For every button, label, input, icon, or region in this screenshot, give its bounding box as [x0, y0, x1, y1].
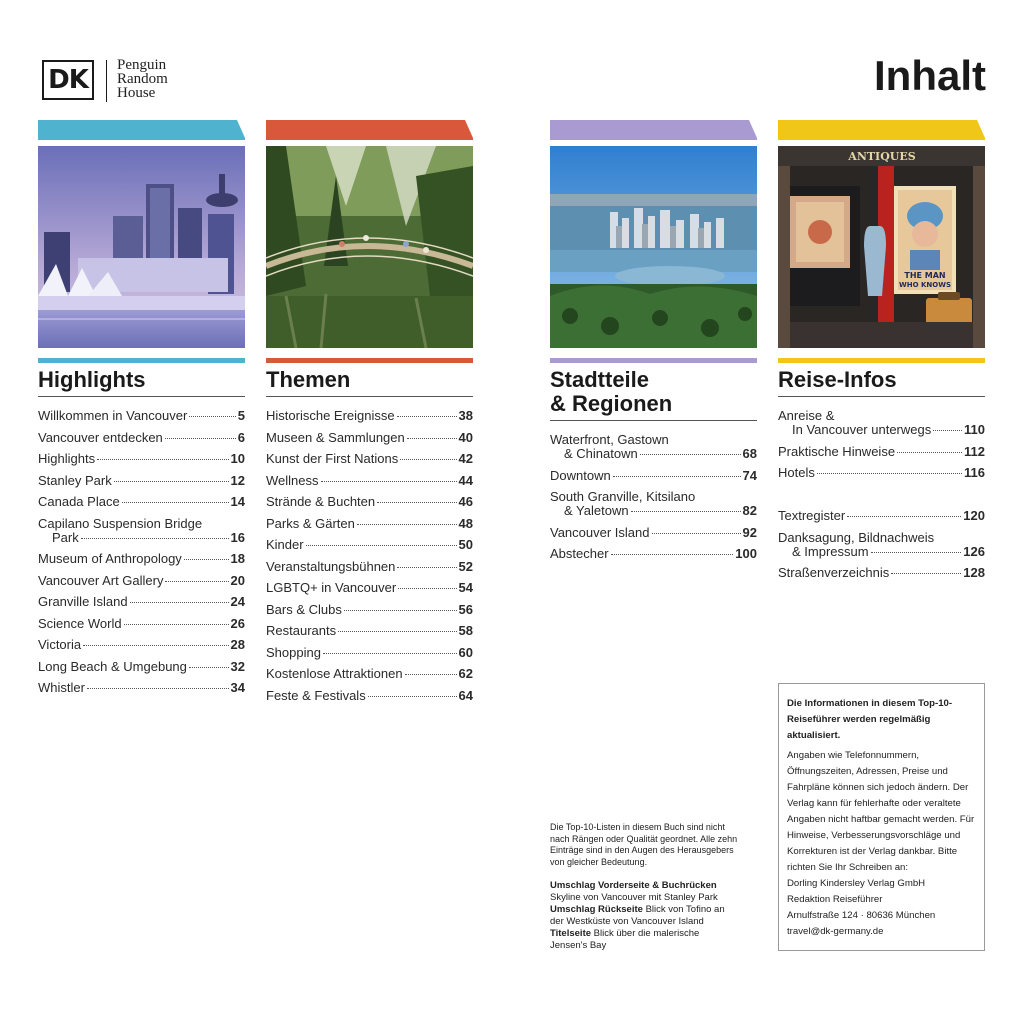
section-tab [38, 120, 245, 138]
leader-dots [114, 481, 229, 482]
tab-rule [266, 138, 473, 140]
info-address-line: Redaktion Reiseführer [787, 894, 883, 905]
aerial-city-image [550, 146, 757, 348]
page-number: 18 [230, 551, 245, 566]
leader-dots [871, 552, 962, 553]
section-bar [778, 358, 985, 363]
entry-text-line1: Anreise & [778, 408, 835, 423]
entry-text-line1: Waterfront, Gastown [550, 432, 669, 447]
update-info-box [778, 683, 985, 951]
photo-suspension-bridge [266, 146, 473, 348]
page-number: 54 [458, 580, 473, 595]
entry-text: Museen & Sammlungen [266, 429, 405, 445]
info-heading: Die Informationen in diesem Top-10-Reiseführer werden regelmäßig aktualisiert. [787, 698, 953, 741]
credit-text: Blick von Tofino an der Westküste von Vancouver Island [550, 904, 725, 927]
section-rule [778, 396, 985, 398]
info-address-line: Arnulfstraße 124 · 80636 München [787, 910, 936, 921]
entry-text: Whistler [38, 680, 85, 695]
page-number: 112 [964, 443, 985, 459]
tab-rule [778, 138, 985, 140]
entry-text: Kostenlose Attraktionen [266, 666, 403, 681]
entry-text: Bars & Clubs [266, 601, 342, 617]
entry-text: Restaurants [266, 623, 337, 638]
leader-dots [400, 459, 456, 460]
entry-text: Wellness [266, 472, 319, 488]
page-title: Inhalt [874, 52, 986, 99]
page-number: 38 [458, 408, 473, 423]
tab-rule [550, 138, 757, 140]
entry-text: Vancouver entdecken [38, 429, 163, 445]
section-title: Reise-Infos [778, 366, 897, 392]
toc-entry[interactable] [266, 646, 473, 660]
leader-dots [368, 696, 457, 697]
entry-text: In Vancouver unterwegs [792, 422, 932, 437]
leader-dots [165, 438, 236, 439]
leader-dots [87, 688, 229, 689]
entry-text: Abstecher [550, 546, 609, 561]
leader-dots [847, 516, 961, 517]
leader-dots [640, 454, 741, 455]
toc-entry[interactable] [266, 452, 473, 466]
entry-text: Downtown [550, 467, 611, 483]
page-number: 10 [230, 451, 245, 466]
toc-entry[interactable] [266, 624, 473, 638]
toc-entry[interactable] [778, 566, 985, 580]
leader-dots [897, 452, 962, 453]
entry-text: Praktische Hinweise [778, 443, 896, 459]
poster-text-line2: WHO KNOWS [899, 280, 951, 289]
page-number: 40 [458, 429, 473, 445]
toc-entry[interactable] [778, 445, 985, 459]
leader-dots [189, 667, 229, 668]
page-number: 116 [964, 465, 985, 480]
leader-dots [398, 588, 456, 589]
info-address-line: Dorling Kindersley Verlag GmbH [787, 878, 926, 889]
publisher-name [117, 58, 168, 100]
toc-entry[interactable] [266, 517, 473, 531]
page-number: 44 [458, 472, 473, 488]
cover-credits [550, 880, 738, 952]
leader-dots [357, 524, 457, 525]
leader-dots [613, 476, 741, 477]
page-number: 110 [964, 422, 985, 437]
entry-text: Textregister [778, 508, 846, 523]
leader-dots [817, 473, 962, 474]
toc-entry[interactable] [266, 581, 473, 595]
section-title: Themen [266, 366, 351, 392]
entry-text: Stanley Park [38, 472, 112, 488]
leader-dots [397, 416, 457, 417]
page-number: 120 [963, 508, 985, 523]
toc-entry[interactable] [550, 469, 757, 483]
toc-entry[interactable] [778, 531, 985, 559]
credit-text: Blick über die malerische Jensen's Bay [550, 928, 700, 951]
credit-label: Umschlag Rückseite [550, 904, 643, 915]
entry-text: Vancouver Art Gallery [38, 572, 164, 588]
notes-block [550, 822, 738, 952]
leader-dots [323, 653, 457, 654]
tab-rule [38, 138, 245, 140]
entry-text: & Impressum [792, 543, 869, 559]
credit-label: Umschlag Vorderseite & Buchrücken [550, 880, 717, 891]
photo-antiques-shop [778, 146, 985, 348]
toc-entry[interactable] [38, 681, 245, 695]
toc-entry[interactable] [550, 526, 757, 540]
entry-text: Science World [38, 615, 122, 631]
section-title [550, 368, 757, 416]
toc-entry[interactable] [266, 409, 473, 423]
section-tab [550, 120, 757, 138]
page-number: 24 [230, 594, 245, 609]
toc-entry[interactable] [778, 466, 985, 480]
skyline-image [38, 146, 245, 348]
toc-entry[interactable] [266, 431, 473, 445]
toc-list-stadtteile [550, 433, 757, 561]
section-stadtteile [550, 120, 757, 569]
leader-dots [130, 602, 229, 603]
section-reise-infos [778, 120, 985, 588]
entry-text: Park [52, 529, 79, 545]
leader-dots [97, 459, 228, 460]
section-highlights [38, 120, 245, 703]
publisher-line: Random [117, 71, 168, 87]
dk-logo [42, 60, 94, 100]
logo-divider [106, 60, 107, 102]
page-number: 14 [230, 494, 245, 509]
toc-entry[interactable] [38, 517, 245, 545]
entry-text: Museum of Anthropology [38, 551, 182, 566]
toc-entry[interactable] [38, 474, 245, 488]
toc-entry[interactable] [266, 474, 473, 488]
page-number: 56 [458, 601, 473, 617]
leader-dots [124, 624, 229, 625]
leader-dots [306, 545, 457, 546]
section-bar [550, 358, 757, 363]
toc-entry[interactable] [266, 495, 473, 509]
page-number: 42 [458, 451, 473, 466]
entry-text: Kunst der First Nations [266, 451, 399, 466]
leader-dots [122, 502, 229, 503]
page-number: 28 [230, 637, 245, 652]
toc-entry[interactable] [266, 689, 473, 703]
page-number: 20 [230, 572, 245, 588]
publisher-line: Penguin [117, 57, 167, 73]
toc-entry[interactable] [38, 660, 245, 674]
entry-text: LGBTQ+ in Vancouver [266, 580, 397, 595]
credit-label: Titelseite [550, 928, 592, 939]
entry-text: Shopping [266, 644, 321, 660]
leader-dots [933, 430, 962, 431]
entry-text-line1: Capilano Suspension Bridge [38, 515, 203, 531]
page-number: 6 [237, 429, 245, 445]
page-number: 26 [230, 615, 245, 631]
credit-text: Skyline von Vancouver mit Stanley Park [550, 892, 718, 903]
entry-text: Vancouver Island [550, 524, 650, 540]
photo-canada-place [38, 146, 245, 348]
toc-entry[interactable] [778, 409, 985, 437]
page-number: 52 [458, 558, 473, 574]
section-tab [778, 120, 985, 138]
entry-text-line1: South Granville, Kitsilano [550, 489, 696, 504]
entry-text: Canada Place [38, 494, 120, 509]
page-number: 16 [230, 529, 245, 545]
section-rule [38, 396, 245, 398]
section-bar [38, 358, 245, 363]
toc-entry[interactable] [38, 495, 245, 509]
forest-bridge-image [266, 146, 473, 348]
page-number: 68 [742, 446, 757, 461]
toc-entry[interactable] [266, 667, 473, 681]
toc-entry[interactable] [38, 617, 245, 631]
page-number: 82 [742, 503, 757, 518]
leader-dots [397, 567, 456, 568]
leader-dots [189, 416, 235, 417]
toc-entry[interactable] [266, 560, 473, 574]
page-number: 32 [230, 658, 245, 674]
entry-text: Granville Island [38, 594, 128, 609]
toc-list-highlights [38, 409, 245, 695]
leader-dots [321, 481, 457, 482]
leader-dots [611, 554, 734, 555]
photo-aerial-vancouver [550, 146, 757, 348]
toc-entry[interactable] [38, 552, 245, 566]
leader-dots [407, 438, 457, 439]
toc-entry[interactable] [38, 574, 245, 588]
toc-entry[interactable] [38, 431, 245, 445]
page-number: 48 [458, 515, 473, 531]
page-number: 128 [963, 565, 985, 580]
page-number: 12 [230, 472, 245, 488]
section-tab [266, 120, 473, 138]
entry-text: & Chinatown [564, 446, 638, 461]
leader-dots [405, 674, 457, 675]
entry-text: Long Beach & Umgebung [38, 658, 187, 674]
leader-dots [338, 631, 456, 632]
section-title: Highlights [38, 366, 146, 392]
info-body: Angaben wie Telefonnummern, Öffnungszeiten, Adressen, Preise und Fahrpläne können sich jedoch ändern. Der Verlag kann für fehlerhafte oder veraltete Angaben nicht haftbar gemacht werden. Für Hinweise, Verbesserungsvorschläge und Korrekturen ist der Verlag dankbar. Bitte richten Sie Ihr Schreiben an: [787, 750, 975, 873]
entry-text: Strände & Buchten [266, 494, 376, 509]
toc-entry[interactable] [38, 638, 245, 652]
page-number: 64 [458, 687, 473, 703]
page-number: 34 [230, 680, 245, 695]
publisher-line: House [117, 85, 156, 101]
entry-text: Feste & Festivals [266, 687, 366, 703]
page-number: 50 [458, 537, 473, 552]
leader-dots [631, 511, 741, 512]
section-rule [550, 420, 757, 422]
leader-dots [184, 559, 229, 560]
entry-text: Parks & Gärten [266, 515, 355, 531]
toc-entry[interactable] [778, 509, 985, 523]
page-number: 126 [963, 543, 985, 559]
ranking-note: Die Top-10-Listen in diesem Buch sind nicht nach Rängen oder Qualität geordnet. Alle zehn Einträge sind in den Augen des Herausgebers von gleicher Bedeutung. [550, 822, 738, 867]
entry-text: Highlights [38, 451, 96, 466]
title-line: & Regionen [550, 390, 673, 416]
section-bar [266, 358, 473, 363]
antiques-shop-image [778, 146, 985, 348]
toc-entry[interactable] [550, 433, 757, 461]
poster-text-line1: THE MAN [904, 270, 946, 280]
page-number: 62 [458, 666, 473, 681]
page-number: 46 [458, 494, 473, 509]
leader-dots [81, 538, 229, 539]
toc-entry[interactable] [38, 409, 245, 423]
entry-text: Historische Ereignisse [266, 408, 395, 423]
logo-letters: DK [48, 65, 88, 95]
entry-text: Veranstaltungsbühnen [266, 558, 396, 574]
toc-entry[interactable] [38, 452, 245, 466]
toc-entry[interactable] [550, 490, 757, 518]
entry-text: Victoria [38, 637, 82, 652]
leader-dots [891, 573, 961, 574]
page-number: 100 [735, 546, 757, 561]
antiques-sign: ANTIQUES [848, 149, 916, 163]
entry-text: Willkommen in Vancouver [38, 408, 188, 423]
leader-dots [83, 645, 228, 646]
toc-entry[interactable] [266, 603, 473, 617]
toc-entry[interactable] [550, 547, 757, 561]
entry-text: Kinder [266, 537, 304, 552]
toc-list-themen [266, 409, 473, 703]
entry-text-line1: Danksagung, Bildnachweis [778, 529, 935, 545]
page-number: 5 [237, 408, 245, 423]
page-number: 92 [742, 524, 757, 540]
entry-text: Straßenverzeichnis [778, 565, 890, 580]
page-number: 58 [458, 623, 473, 638]
page-number: 74 [742, 467, 757, 483]
leader-dots [344, 610, 457, 611]
page-number: 60 [458, 644, 473, 660]
toc-entry[interactable] [38, 595, 245, 609]
entry-text: & Yaletown [564, 503, 629, 518]
info-email[interactable]: travel@dk-germany.de [787, 926, 884, 937]
entry-text: Hotels [778, 465, 815, 480]
title-line: Stadtteile [550, 366, 650, 392]
leader-dots [165, 581, 228, 582]
toc-entry[interactable] [266, 538, 473, 552]
toc-list-reise-infos [778, 409, 985, 580]
section-rule [266, 396, 473, 398]
leader-dots [652, 533, 741, 534]
leader-dots [377, 502, 456, 503]
section-themen [266, 120, 473, 710]
spacer [778, 488, 985, 502]
